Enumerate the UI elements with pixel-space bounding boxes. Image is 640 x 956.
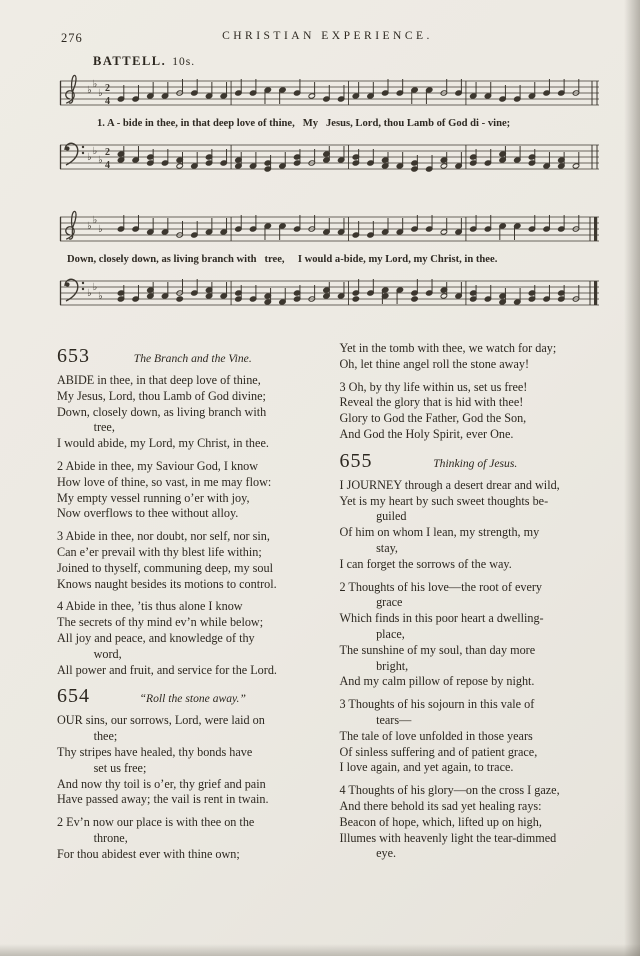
verse-line: All joy and peace, and knowledge of thy [57,630,255,645]
verse-line: Down, closely down, as living branch with [57,404,267,419]
svg-text:♭: ♭ [87,288,92,299]
verse-line: How love of thine, so vast, in me may flow: [57,474,272,489]
verse-line: ABIDE in thee, in that deep love of thine, [57,373,261,387]
verse-line: Of sinless suffering and of patient grace, [339,744,538,759]
verse-line: Reveal the glory that is hid with thee! [339,395,524,410]
verse-line: word, [57,646,122,661]
svg-text:♭: ♭ [98,88,103,99]
verse-line: 3 Thoughts of his sojourn in this vale of [339,697,535,712]
verse-line: For thou abidest ever with thine own; [57,846,240,861]
score-lyrics-line-2: Down, closely down, as living branch with tree, I would a-bide, my Lord, my Christ, in thee. [67,254,498,265]
verse-line: Yet is my heart by such sweet thoughts be- [339,493,549,508]
music-system-2 [57,205,598,315]
svg-text:♭: ♭ [98,291,103,302]
stanza [57,373,316,452]
hymn-heading [57,685,316,708]
verse-line: tears— [339,712,412,727]
page-header [57,30,598,47]
verse-line: Glory to God the Father, God the Son, [339,411,527,426]
treble-staff-1 [57,69,602,115]
tune-name: BATTELL. [93,54,167,68]
hymn-heading [57,345,316,368]
verse-line: Illumes with heavenly light the tear-dimmed [339,830,557,845]
stanza [57,459,316,522]
svg-text:♭: ♭ [87,221,92,232]
verse-line: I love again, and yet again, to trace. [339,760,514,775]
verse-line: The sunshine of my soul, than day more [339,642,536,657]
verse-line: grace [339,595,403,610]
verse-line: Yet in the tomb with thee, we watch for day; [339,341,557,355]
hymn-column [57,341,316,870]
bass-staff-1 [57,133,602,179]
verse-line: My Jesus, Lord, thou Lamb of God divine; [57,388,266,403]
stanza [340,380,599,443]
svg-text:4: 4 [105,96,110,107]
verse-line: OUR sins, our sorrows, Lord, were laid on [57,713,265,728]
score-lyrics-line-1: 1. A - bide in thee, in that deep love of thine, My Jesus, Lord, thou Lamb of God di - vine; [97,118,511,129]
hymn-title: The Branch and the Vine. [133,352,252,365]
stanza [340,341,599,373]
verse-line: My empty vessel running o’er with joy, [57,490,250,505]
hymn-number: 655 [339,449,373,472]
verse-line: 2 Abide in thee, my Saviour God, I know [57,458,259,473]
svg-text:♭: ♭ [92,282,98,293]
tune-title [93,52,598,67]
verse-line: 3 Abide in thee, nor doubt, nor self, nor sin, [57,529,270,544]
verse-line: And there behold its sad yet healing rays: [339,798,542,813]
music-system-1 [57,69,598,179]
verse-line: Can e’er prevail with thy blest life within; [57,544,262,559]
verse-line: set us free; [57,760,147,775]
svg-text:4: 4 [105,160,110,171]
verse-line: Beacon of hope, which, lifted up on high, [339,814,542,829]
svg-text:♭: ♭ [87,85,92,96]
stanza [340,697,599,776]
verse-line: The secrets of thy mind ev’n while below; [57,615,264,630]
verse-line: Oh, let thine angel roll the stone away! [339,356,530,371]
verse-line: 4 Thoughts of his glory—on the cross I gaze, [339,783,560,798]
verse-line: The tale of love unfolded in those years [339,728,533,743]
verse-line: 3 Oh, by thy life within us, set us free! [339,379,528,394]
svg-text:♭: ♭ [87,152,92,163]
verse-line: I JOURNEY through a desert drear and wild, [339,477,560,492]
verse-line: place, [339,626,405,641]
verse-line: eye. [339,846,397,861]
stanza [57,599,316,678]
hymn-number: 654 [57,685,90,708]
hymn-column [340,341,599,870]
verse-line: I would abide, my Lord, my Christ, in thee. [57,436,269,451]
treble-staff-2 [57,205,602,251]
verse-line: bright, [339,658,409,673]
hymn-title: “Roll the stone away.” [139,692,246,706]
stanza [340,783,599,862]
bass-staff-2 [57,269,602,315]
verse-line: I can forget the sorrows of the way. [339,556,512,571]
verse-line: And my calm pillow of repose by night. [339,674,535,689]
verse-line: Joined to thyself, communing deep, my soul [57,560,273,575]
verse-line: Have passed away; the vail is rent in twain. [57,792,269,807]
running-title: CHRISTIAN EXPERIENCE. [222,30,433,42]
verse-line: tree, [57,420,115,435]
verse-line: Now overflows to thee without alloy. [57,506,239,521]
page-number: 276 [61,31,83,45]
verse-line: Of him on whom I lean, my strength, my [339,525,540,540]
verse-line: Knows naught besides its motions to control. [57,576,277,591]
verse-line: stay, [339,540,398,555]
hymn-text-columns [57,341,598,870]
verse-line: Thy stripes have healed, thy bonds have [57,744,253,759]
verse-line: 4 Abide in thee, ’tis thus alone I know [57,599,243,614]
svg-text:♭: ♭ [92,79,98,90]
stanza [340,478,599,573]
stanza [57,815,316,862]
verse-line: thee; [57,729,118,744]
stanza [340,580,599,691]
svg-text:♭: ♭ [92,146,98,157]
verse-line: All power and fruit, and service for the Lord. [57,662,277,677]
stanza [57,713,316,808]
svg-text:♭: ♭ [98,155,103,166]
verse-line: Which finds in this poor heart a dwelling- [339,611,544,626]
svg-text:♭: ♭ [98,224,103,235]
svg-text:2: 2 [105,83,110,94]
stanza [57,529,316,592]
hymn-heading [340,450,599,473]
tune-meter: 10s. [172,56,196,68]
verse-line: guiled [339,509,407,524]
verse-line: throne, [57,830,128,845]
verse-line: 2 Thoughts of his love—the root of every [339,579,543,594]
verse-line: And God the Holy Spirit, ever One. [339,426,514,441]
svg-text:♭: ♭ [92,215,98,226]
hymn-title: Thinking of Jesus. [433,456,518,470]
verse-line: 2 Ev’n now our place is with thee on the [57,815,255,830]
svg-text:2: 2 [105,147,110,158]
verse-line: And now thy toil is o’er, thy grief and pain [57,776,266,791]
hymn-number: 653 [57,345,90,367]
